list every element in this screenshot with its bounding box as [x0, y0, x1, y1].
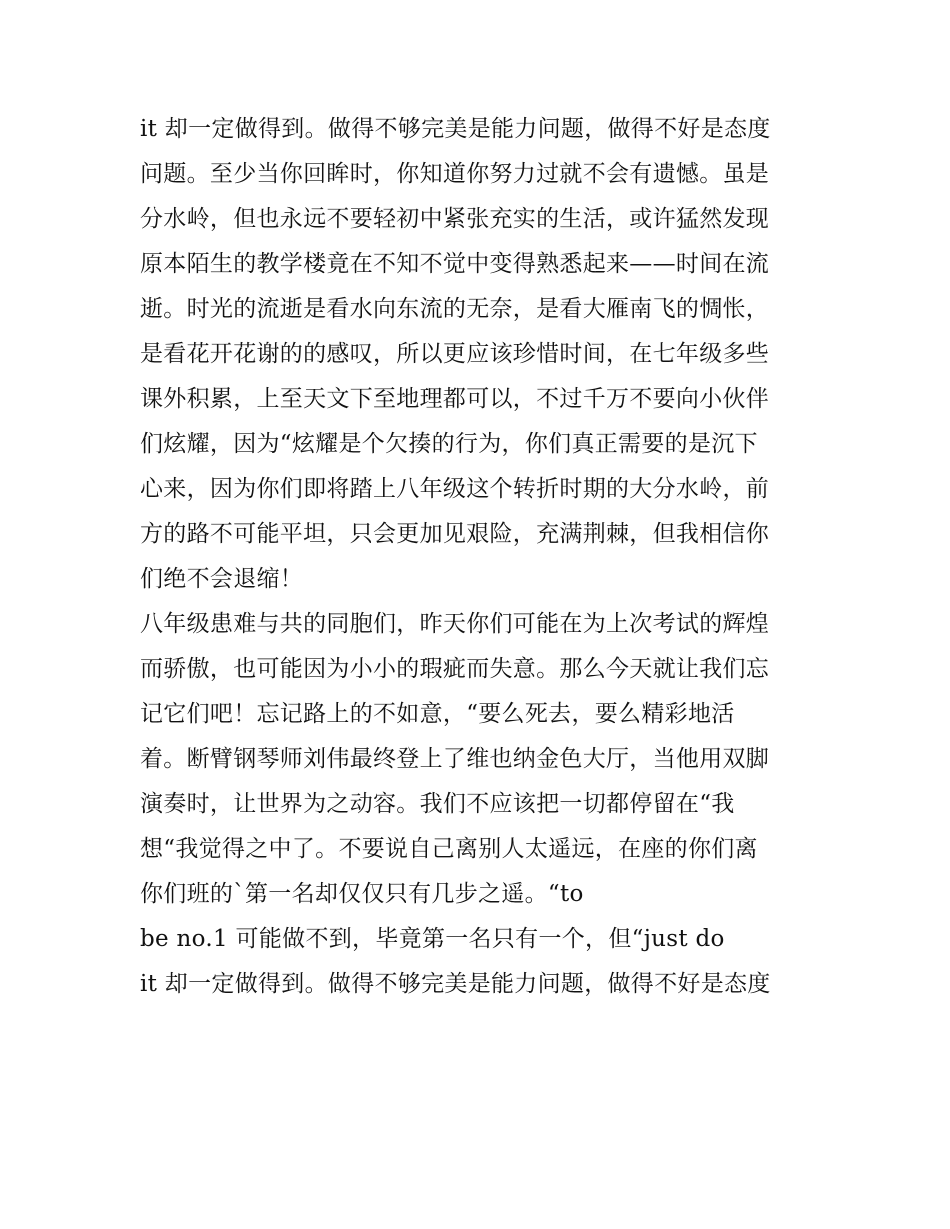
text-line: 是看花开花谢的的感叹，所以更应该珍惜时间，在七年级多些 [140, 341, 770, 367]
text-line: 你们班的`第一名却仅仅只有几步之遥。“to [140, 881, 584, 907]
text-line: 逝。时光的流逝是看水向东流的无奈，是看大雁南飞的惆怅， [140, 296, 770, 322]
text-line: it 却一定做得到。做得不够完美是能力问题，做得不好是态度 [140, 971, 771, 997]
body-text [140, 107, 820, 1007]
text-line: 而骄傲，也可能因为小小的瑕疵而失意。那么今天就让我们忘 [140, 656, 770, 682]
text-line: 课外积累，上至天文下至地理都可以，不过千万不要向小伙伴 [140, 386, 770, 412]
text-line: 们绝不会退缩！ [140, 566, 304, 592]
text-line: 原本陌生的教学楼竟在不知不觉中变得熟悉起来——时间在流 [140, 251, 770, 277]
text-line: be no.1 可能做不到，毕竟第一名只有一个，但“just do [140, 926, 725, 952]
text-line: 分水岭，但也永远不要轻初中紧张充实的生活，或许猛然发现 [140, 206, 770, 232]
text-line: 演奏时，让世界为之动容。我们不应该把一切都停留在“我 [140, 791, 735, 817]
text-line: 们炫耀，因为“炫耀是个欠揍的行为，你们真正需要的是沉下 [140, 431, 758, 457]
text-line: 八年级患难与共的同胞们，昨天你们可能在为上次考试的辉煌 [140, 611, 770, 637]
text-line: 方的路不可能平坦，只会更加见艰险，充满荆棘，但我相信你 [140, 521, 770, 547]
text-line: it 却一定做得到。做得不够完美是能力问题，做得不好是态度 [140, 116, 771, 142]
text-line: 记它们吧！忘记路上的不如意，“要么死去，要么精彩地活 [140, 701, 735, 727]
text-line: 问题。至少当你回眸时，你知道你努力过就不会有遗憾。虽是 [140, 161, 770, 187]
text-line: 想“我觉得之中了。不要说自己离别人太遥远，在座的你们离 [140, 836, 758, 862]
text-line: 着。断臂钢琴师刘伟最终登上了维也纳金色大厅，当他用双脚 [140, 746, 770, 772]
text-line: 心来，因为你们即将踏上八年级这个转折时期的大分水岭，前 [140, 476, 770, 502]
